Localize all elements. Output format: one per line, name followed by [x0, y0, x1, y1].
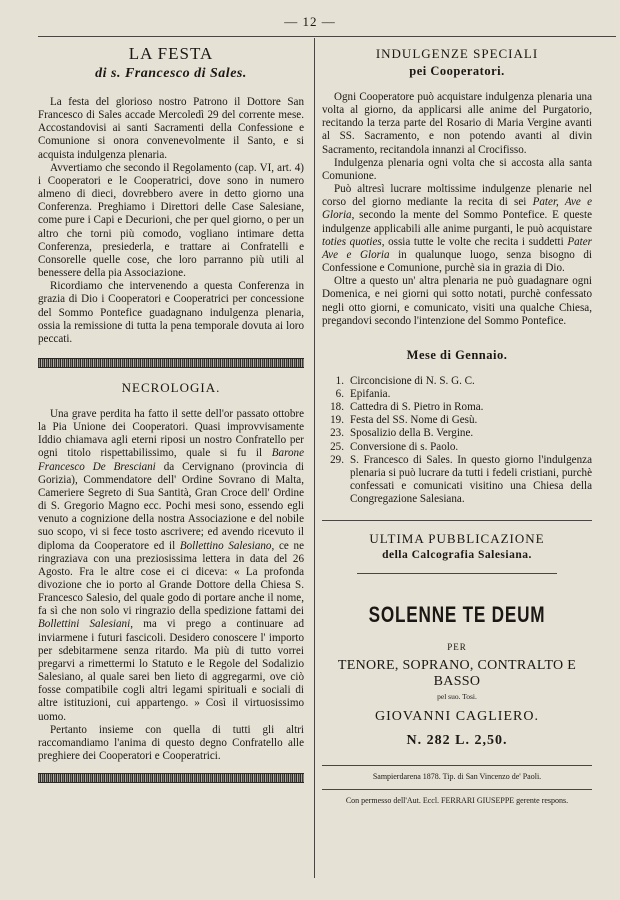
necrologia-paragraph-1 — [38, 408, 304, 724]
festa-paragraph-1: La festa del glorioso nostro Patrono il Dottore San Francesco di Sales accade Mercoledì 29 del corrente mese. Accostandovisi ai santi Sacramenti della Confessione e Comunione si onora convenevolmente il Santo, e si acquista indulgenza plenaria. — [38, 96, 304, 161]
indulgenze-article — [322, 46, 592, 328]
ad-publisher: della Calcografia Salesiana. — [382, 549, 532, 562]
ad-heading: ULTIMA PUBBLICAZIONE — [369, 531, 545, 547]
calendar-item — [322, 441, 592, 454]
ad-per: PER — [447, 642, 467, 653]
necrologia-paragraph-2: Pertanto insieme con quella di tutti gli altri raccomandiamo l'anima di questo degno Confratello alle preghiere dei Cooperatori e Cooperatrici. — [38, 723, 304, 763]
ad-price: N. 282 L. 2,50. — [406, 733, 508, 749]
festa-paragraph-2: Avvertiamo che secondo il Regolamento (cap. VI, art. 4) i Cooperatori e le Cooperatrici, dove sono in numero almeno di dieci, dovrebbero avere in detto giorno una Conferenza. Preghiamo i Direttori delle Case Salesiane, come pure i Capi e Decurioni, che per quel giorno, o per un altro che torni più comodo, vogliano intimare detta Conferenza, presiederla, e trattare ai Confratelli e Consorelle quelle cose, che loro parranno più utili al benessere della pia Associazione. — [38, 161, 304, 280]
necrologia-article — [38, 380, 304, 763]
necrologia-text-d: , ma vi prego a continuare ad inviarmene i futuri fascicoli. Desidero conoscere l' importo per sdebitarmene senza ritardo. Ma più di tutto vorrei pregarvi a rimettermi lo Statuto e le Regole del Sodalizio Salesiano, al quale sarei ben lieto di aggregarmi, ove ciò fosse compatibile cogli altri legami spirituali e sociali di altre istituzioni, cui appartengo. » Così il virtuosissimo uomo. — [38, 618, 304, 723]
permission-line: Con permesso dell'Aut. Eccl. FERRARI GIUSEPPE gerente respons. — [322, 789, 592, 805]
mese-section — [322, 348, 592, 507]
ad-author: GIOVANNI CAGLIERO. — [375, 709, 539, 725]
festa-article — [38, 44, 304, 346]
month-title: Mese di Gennaio. — [406, 347, 508, 362]
calendar-day: 18. — [330, 401, 344, 414]
calendar-day: 6. — [335, 387, 344, 400]
indulgenze-paragraph-1: Ogni Cooperatore può acquistare indulgenza plenaria una volta al giorno, da applicarsi alle anime del Purgatorio, recitando la terza parte del Rosario di Maria Vergine avanti al SS. Sacramento, e non potendo avanti al divin Sacramento, recitandola innanzi al Crocifisso. — [322, 91, 592, 156]
indulgenze-text-c: , ossia tutte le volte che recita i suddetti — [381, 235, 568, 248]
ornament-divider — [38, 358, 304, 368]
section-rule — [322, 520, 592, 521]
ad-title: SOLENNE TE DEUM — [368, 602, 546, 628]
calendar-day: 23. — [330, 427, 344, 440]
right-column — [322, 40, 592, 805]
calendar-item — [322, 414, 592, 427]
imprint-line: Sampierdarena 1878. Tip. di San Vincenzo de' Paoli. — [322, 765, 592, 781]
necrologia-text-a: Una grave perdita ha fatto il sette dell'or passato ottobre la Pia Unione dei Cooperatori. Quasi improvvisamente Iddio chiamava agli eterni riposi un nostro Confratello per ogni titolo rispettabilissimo, quale si fu il — [38, 407, 304, 460]
calendar-text: Cattedra di S. Pietro in Roma. — [350, 401, 484, 414]
calendar-item — [322, 375, 592, 388]
indulgenze-title: INDULGENZE SPECIALI — [375, 46, 539, 61]
calendar-text: Festa del SS. Nome di Gesù. — [350, 414, 478, 427]
calendar-text: S. Francesco di Sales. In questo giorno l'indulgenza plenaria si può lucrare da tutti i fedeli cristiani, purchè confessati e comunicati visitino una Chiesa della Congregazione Salesiana. — [350, 453, 592, 506]
ornament-divider-bottom — [38, 773, 304, 783]
bollettino-ref: Bollettino Salesiano — [179, 539, 272, 552]
calendar-item — [322, 401, 592, 414]
calendar-text: Epifania. — [350, 387, 391, 400]
calendar-text: Sposalizio della B. Vergine. — [350, 427, 474, 440]
calendar-text: Conversione di s. Paolo. — [350, 440, 459, 453]
festa-subtitle: di s. Francesco di Sales. — [95, 66, 247, 81]
calendar-day: 1. — [335, 374, 344, 387]
indulgenze-subtitle: pei Cooperatori. — [409, 64, 505, 78]
ad-note: pel suo. Tosi. — [437, 692, 477, 702]
necrologia-text-c: , ce ne ringraziava con una preziosissima lettera in data del 26 Agosto. Fra le altre cose ei ci diceva: « La profonda divozione che io porto al Grande Dottore della Chiesa S. Francesco Salesio, del quale godo di portare anche il nome, fa sì che non solo vi ringrazio della spedizione fattami dei — [38, 539, 304, 618]
publication-ad — [322, 531, 592, 749]
bollettini-ref: Bollettini Salesiani — [38, 618, 131, 631]
toties-quoties: toties quoties — [322, 235, 382, 248]
ad-voices: TENORE, SOPRANO, CONTRALTO E BASSO — [337, 658, 577, 690]
indulgenze-text-d: in qualunque luogo, senza bisogno di Confessione e Comunione, purchè sia in grazia di Dio. — [322, 248, 592, 275]
column-divider — [314, 38, 315, 878]
festa-paragraph-3: Ricordiamo che intervenendo a questa Conferenza in grazia di Dio i Cooperatori e Cooperatrici per concessione del Sommo Pontefice guadagnano indulgenza plenaria, ossia la remissione di tutta la pena temporale dovuta ai loro peccati. — [38, 280, 304, 345]
necrologia-text-b: da Cervignano (provincia di Gorizia), Commendatore dell' Ordine Sovrano di Malta, Cameriere Segreto di Sua Santità, Gran Croce dell' Ordine di S. Gregorio Magno ecc. Pochi mesi sono, essendo egli venuto a cognizione della nostra Associazione e del nobile suo scopo, vi si fece tosto ascrivere; ed avendo ricevuto il diploma da Cooperatore ed il — [38, 460, 304, 552]
prayers-ref-2: Pater Ave e Gloria — [322, 235, 592, 261]
indulgenze-paragraph-4: Oltre a questo un' altra plenaria ne può guadagnare ogni Domenica, e nei giorni qui sotto notati, purchè confessato negli otto giorni, e comunicato, visiti una qualche Chiesa, pregandovi secondo l'intenzione del Sommo Pontefice. — [322, 275, 592, 327]
festa-title: LA FESTA — [128, 44, 214, 63]
top-rule — [38, 36, 616, 37]
calendar-day: 19. — [330, 414, 344, 427]
baron-name: Barone Francesco De Bresciani — [38, 447, 304, 473]
indulgenze-paragraph-2: Indulgenza plenaria ogni volta che si accosta alla santa Comunione. — [322, 156, 592, 182]
necrologia-title: NECROLOGIA. — [121, 379, 221, 395]
calendar-item — [322, 427, 592, 440]
ad-rule — [357, 573, 557, 574]
calendar-item — [322, 388, 592, 401]
calendar-text: Circoncisione di N. S. G. C. — [350, 374, 475, 387]
prayers-ref: Pater, Ave e Gloria — [322, 196, 592, 222]
left-column — [38, 40, 304, 795]
calendar-day: 25. — [330, 440, 344, 453]
indulgenze-text-b: , secondo la mente del Sommo Pontefice. E queste indulgenze applicabili alle anime purganti, le può acquistare — [322, 209, 592, 235]
indulgenze-text-a: Può altresì lucrare moltissime indulgenze plenarie nel corso del giorno mediante la recita di sei — [322, 183, 592, 209]
calendar-day: 29. — [330, 453, 344, 466]
calendar-list — [322, 375, 592, 507]
page-number: — 12 — — [284, 14, 336, 29]
indulgenze-paragraph-3 — [322, 183, 592, 275]
calendar-item — [322, 454, 592, 507]
